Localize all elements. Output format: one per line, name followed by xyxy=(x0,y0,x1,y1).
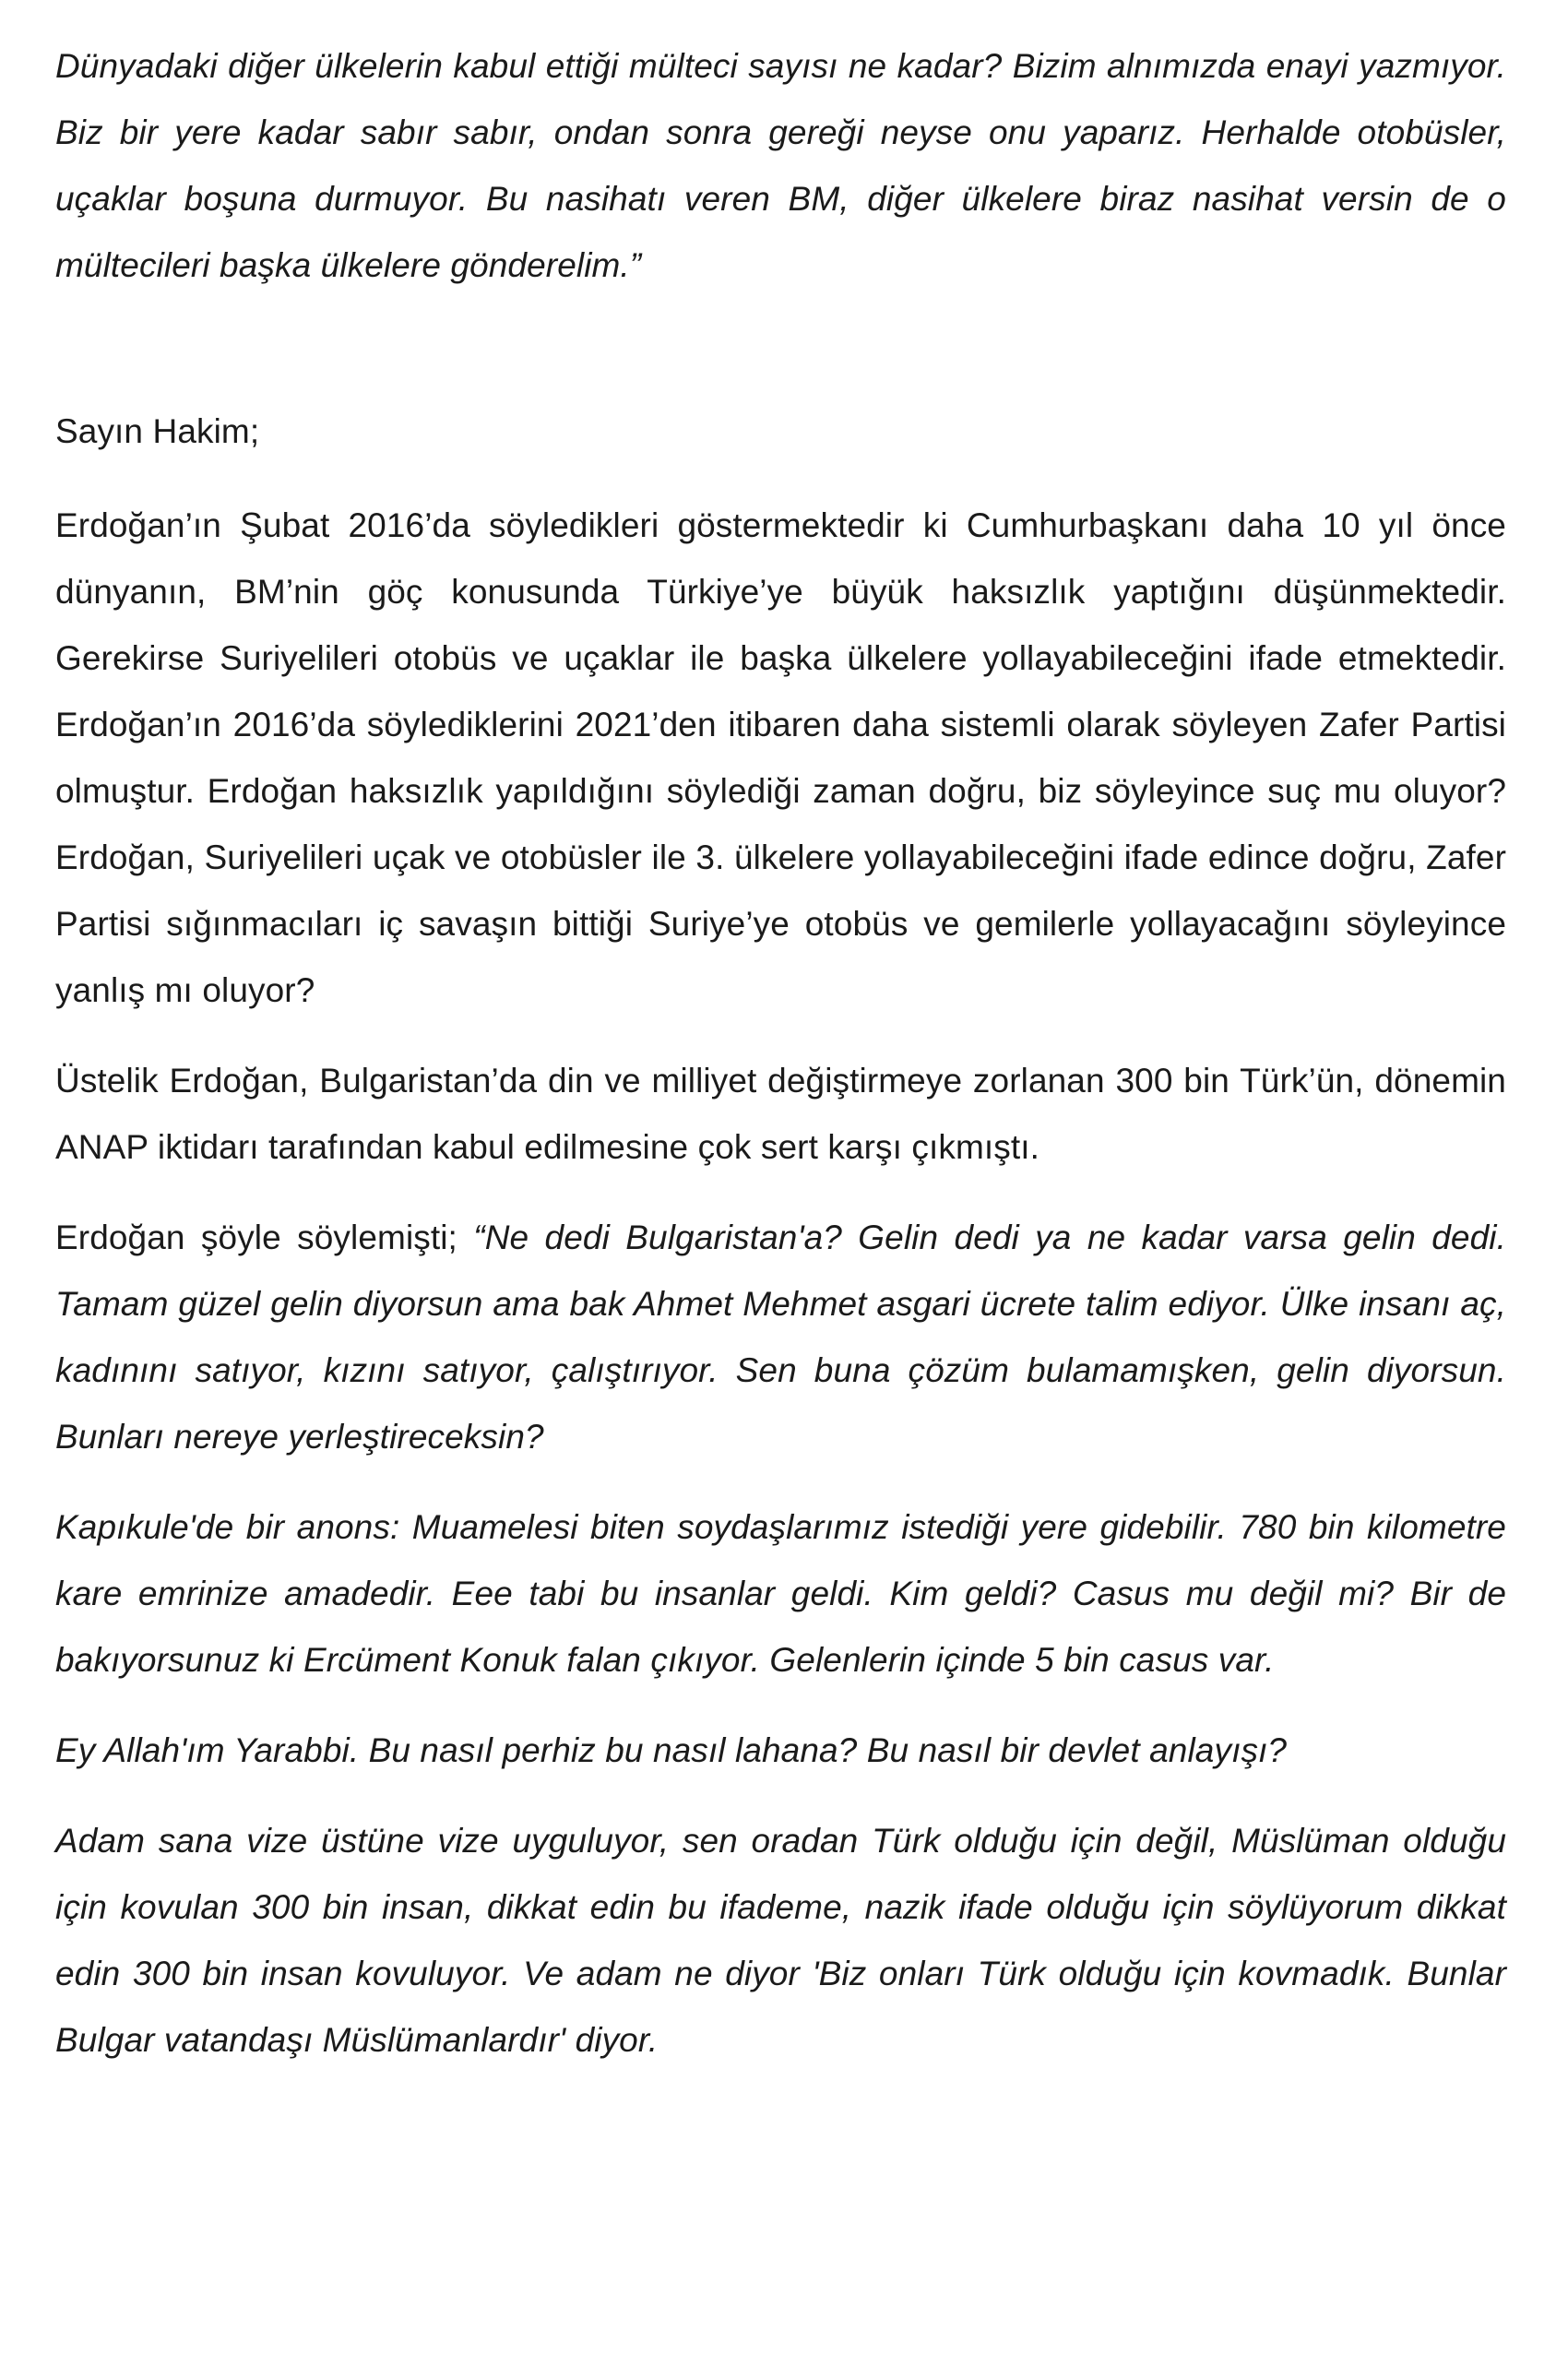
paragraph-erdogan-quote xyxy=(55,1205,1506,1470)
opening-quote-paragraph: Dünyadaki diğer ülkelerin kabul ettiği mülteci sayısı ne kadar? Bizim alnımızda enayi yazmıyor. Biz bir yere kadar sabır sabır, ondan sonra gereği neyse onu yaparız. Herhalde otobüsler, uçaklar boşuna durmuyor. Bu nasihatı veren BM, diğer ülkelere biraz nasihat versin de o mültecileri başka ülkelere gönderelim.” xyxy=(55,47,1506,284)
paragraph-perhiz: Ey Allah'ım Yarabbi. Bu nasıl perhiz bu nasıl lahana? Bu nasıl bir devlet anlayışı? xyxy=(55,1731,1288,1769)
document-page xyxy=(55,33,1506,2098)
quote-text: “Ne dedi Bulgaristan'a? Gelin dedi ya ne kadar varsa gelin dedi. Tamam güzel gelin diyorsun ama bak Ahmet Mehmet asgari ücrete talim ediyor. Ülke insanı aç, kadınını satıyor, kızını satıyor, çalıştırıyor. Sen buna çözüm bulamamışken, gelin diyorsun. Bunları nereye yerleştireceksin? xyxy=(55,1219,1506,1456)
paragraph-erdogan-2016: Erdoğan’ın Şubat 2016’da söyledikleri göstermektedir ki Cumhurbaşkanı daha 10 yıl önce dünyanın, BM’nin göç konusunda Türkiye’ye büyük haksızlık yaptığını düşünmektedir. Gerekirse Suriyelileri otobüs ve uçaklar ile başka ülkelere yollayabileceğini ifade etmektedir. Erdoğan’ın 2016’da söylediklerini 2021’den itibaren daha sistemli olarak söyleyen Zafer Partisi olmuştur. Erdoğan haksızlık yapıldığını söylediği zaman doğru, biz söyleyince suç mu oluyor? Erdoğan, Suriyelileri uçak ve otobüsler ile 3. ülkelere yollayabileceğini ifade edince doğru, Zafer Partisi sığınmacıları iç savaşın bittiği Suriye’ye otobüs ve gemilerle yollayacağını söyleyince yanlış mı oluyor? xyxy=(55,506,1506,1009)
paragraph-bulgaria-300k: Üstelik Erdoğan, Bulgaristan’da din ve milliyet değiştirmeye zorlanan 300 bin Türk’ün, dönemin ANAP iktidarı tarafından kabul edilmesine çok sert karşı çıkmıştı. xyxy=(55,1062,1506,1166)
quote-intro: Erdoğan şöyle söylemişti; xyxy=(55,1219,474,1256)
salutation: Sayın Hakim; xyxy=(55,412,260,450)
paragraph-kapikule: Kapıkule'de bir anons: Muamelesi biten soydaşlarımız istediği yere gidebilir. 780 bin kilometre kare emrinize amadedir. Eee tabi bu insanlar geldi. Kim geldi? Casus mu değil mi? Bir de bakıyorsunuz ki Ercüment Konuk falan çıkıyor. Gelenlerin içinde 5 bin casus var. xyxy=(55,1508,1506,1679)
paragraph-vize: Adam sana vize üstüne vize uyguluyor, sen oradan Türk olduğu için değil, Müslüman olduğu için kovulan 300 bin insan, dikkat edin bu ifademe, nazik ifade olduğu için söylüyorum dikkat edin 300 bin insan kovuluyor. Ve adam ne diyor 'Biz onları Türk olduğu için kovmadık. Bunlar Bulgar vatandaşı Müslümanlardır' diyor. xyxy=(55,1822,1506,2059)
